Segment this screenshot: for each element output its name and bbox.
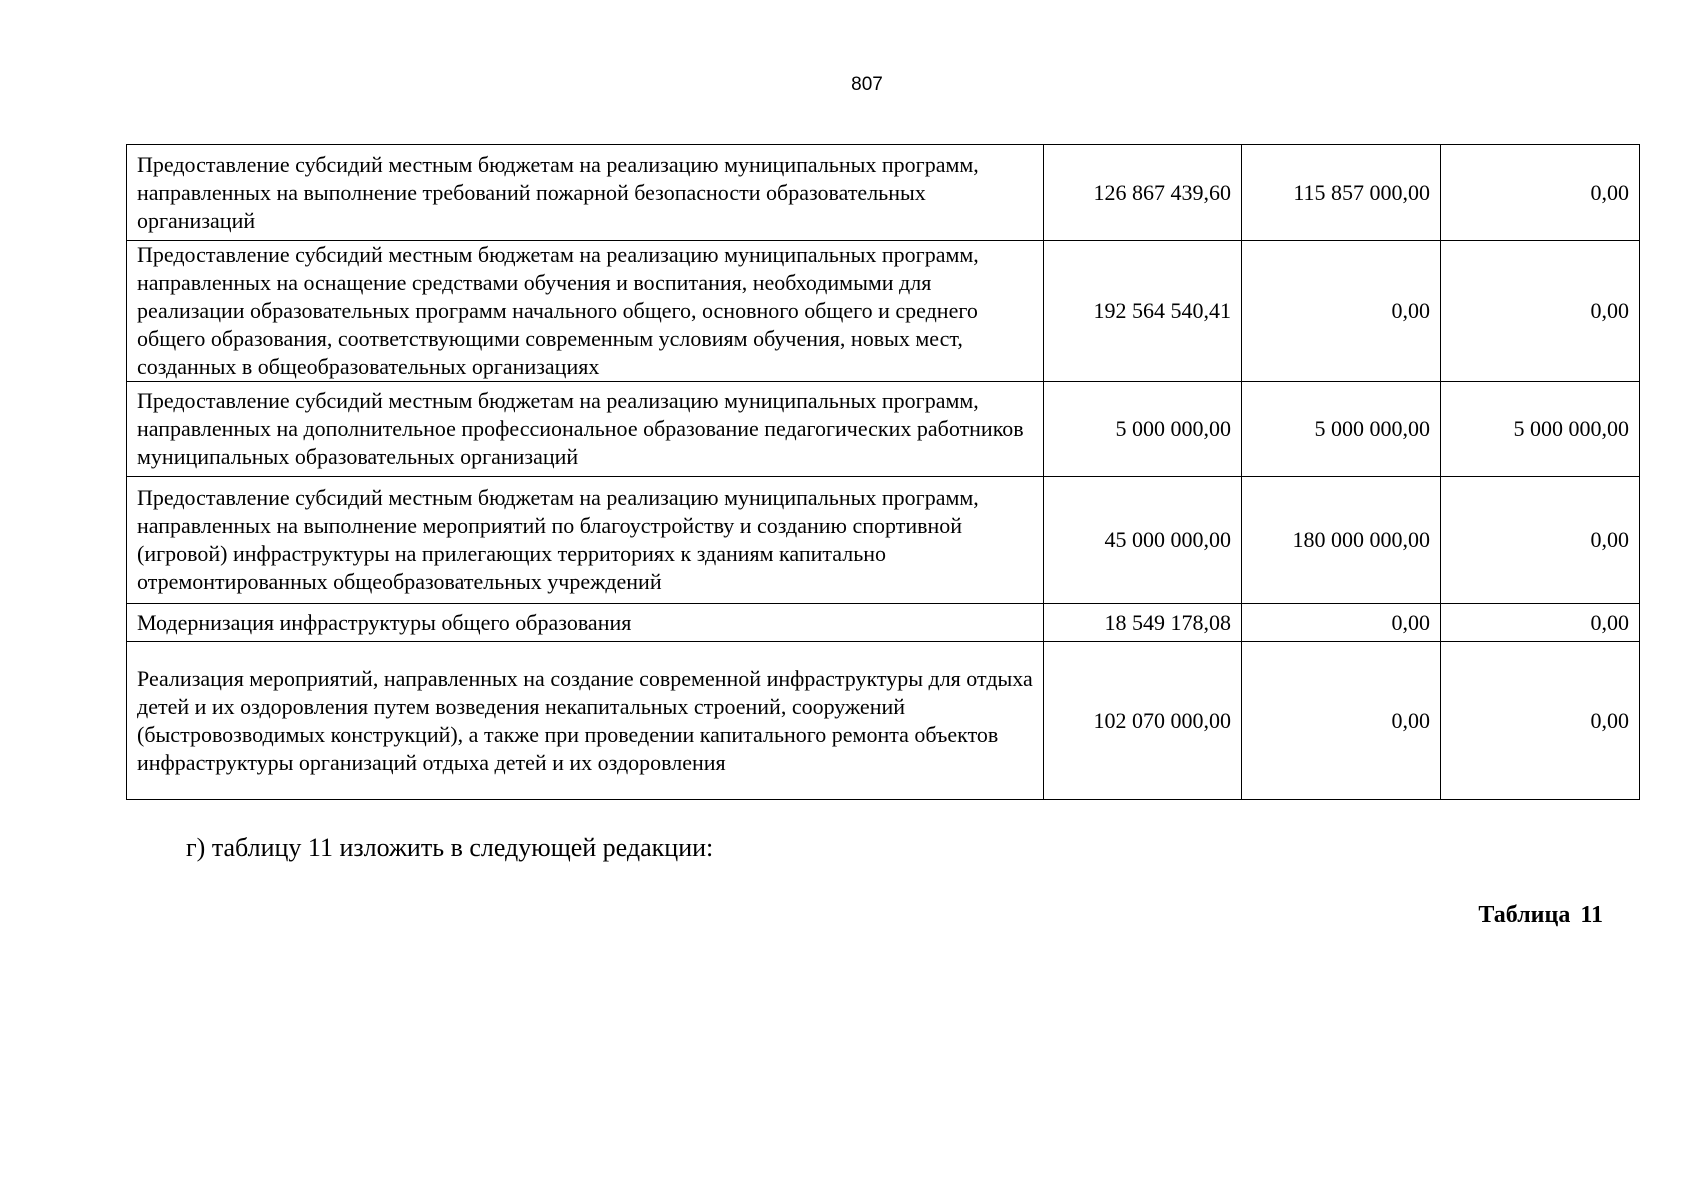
row-value-1: 192 564 540,41 xyxy=(1044,241,1242,382)
row-value-3: 0,00 xyxy=(1441,642,1640,800)
row-value-3: 0,00 xyxy=(1441,604,1640,642)
table-row xyxy=(127,642,1640,800)
table-caption: Таблица 11 xyxy=(1478,902,1603,928)
row-value-3: 0,00 xyxy=(1441,241,1640,382)
row-description: Предоставление субсидий местным бюджетам на реализацию муниципальных программ, направленных на оснащение средствами обучения и воспитания, необходимыми для реализации образовательных программ начального общего, основного общего и среднего общего образования, соответствующими современным условиям обучения, новых мест, созданных в общеобразовательных организациях xyxy=(127,241,1044,382)
row-description: Предоставление субсидий местным бюджетам на реализацию муниципальных программ, направленных на выполнение требований пожарной безопасности образовательных организаций xyxy=(127,145,1044,241)
row-value-3: 0,00 xyxy=(1441,477,1640,604)
row-value-1: 18 549 178,08 xyxy=(1044,604,1242,642)
table-row xyxy=(127,145,1640,241)
page-number: 807 xyxy=(851,74,883,95)
row-description: Предоставление субсидий местным бюджетам на реализацию муниципальных программ, направленных на выполнение мероприятий по благоустройству и созданию спортивной (игровой) инфраструктуры на прилегающих территориях к зданиям капитально отремонтированных общеобразовательных учреждений xyxy=(127,477,1044,604)
row-description: Реализация мероприятий, направленных на создание современной инфраструктуры для отдыха детей и их оздоровления путем возведения некапитальных строений, сооружений (быстровозводимых конструкций), а также при проведении капитального ремонта объектов инфраструктуры организаций отдыха детей и их оздоровления xyxy=(127,642,1044,800)
table-row xyxy=(127,382,1640,477)
row-value-2: 0,00 xyxy=(1242,241,1441,382)
row-value-3: 0,00 xyxy=(1441,145,1640,241)
instruction-paragraph: г) таблицу 11 изложить в следующей редакции: xyxy=(186,833,714,862)
row-value-2: 180 000 000,00 xyxy=(1242,477,1441,604)
budget-table xyxy=(126,144,1640,800)
row-value-2: 5 000 000,00 xyxy=(1242,382,1441,477)
row-description: Предоставление субсидий местным бюджетам на реализацию муниципальных программ, направленных на дополнительное профессиональное образование педагогических работников муниципальных образовательных организаций xyxy=(127,382,1044,477)
row-description: Модернизация инфраструктуры общего образования xyxy=(127,604,1044,642)
row-value-1: 102 070 000,00 xyxy=(1044,642,1242,800)
table-row xyxy=(127,477,1640,604)
row-value-3: 5 000 000,00 xyxy=(1441,382,1640,477)
row-value-2: 0,00 xyxy=(1242,604,1441,642)
row-value-1: 5 000 000,00 xyxy=(1044,382,1242,477)
row-value-1: 45 000 000,00 xyxy=(1044,477,1242,604)
row-value-2: 0,00 xyxy=(1242,642,1441,800)
row-value-2: 115 857 000,00 xyxy=(1242,145,1441,241)
table-row xyxy=(127,604,1640,642)
table-row xyxy=(127,241,1640,382)
row-value-1: 126 867 439,60 xyxy=(1044,145,1242,241)
